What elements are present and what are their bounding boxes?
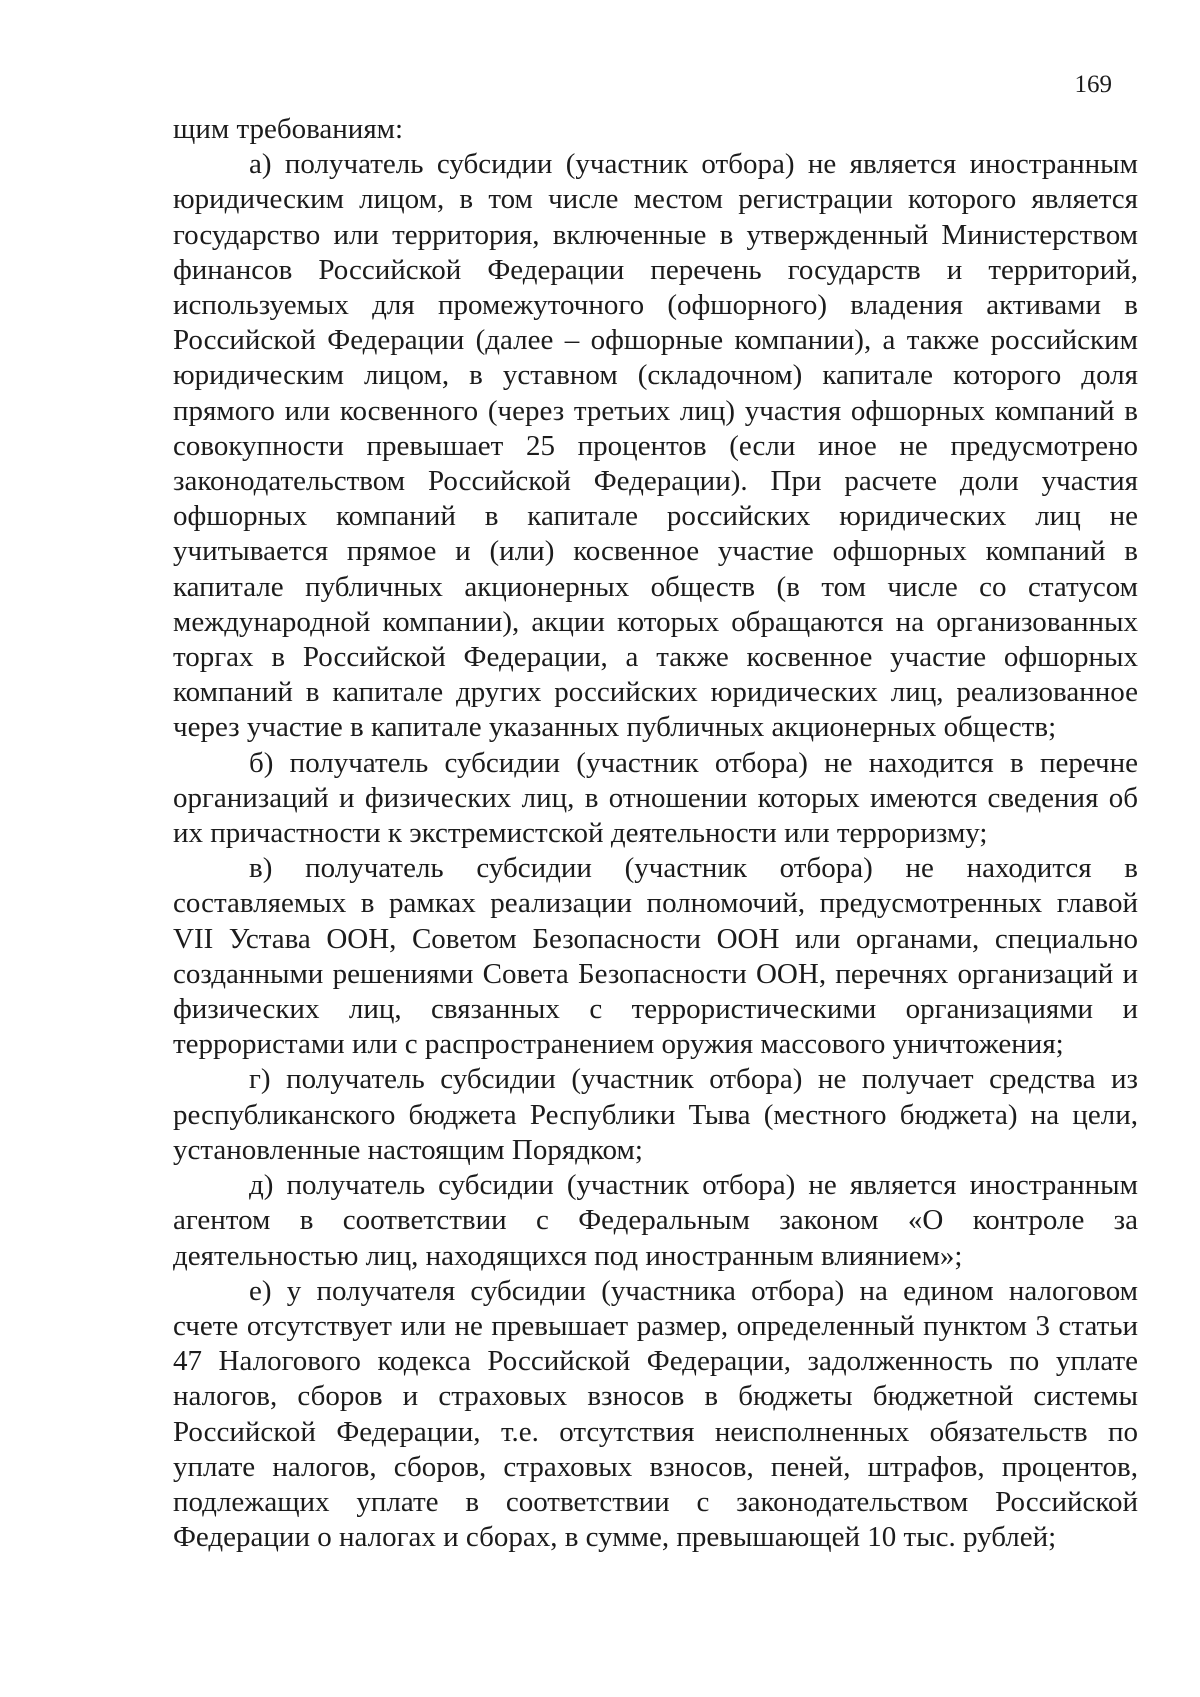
requirement-item-v: в) получатель субсидии (участник отбора) не находится в составляемых в рамках реализации полномочий, предусмотренных главой VII Устава ООН, Советом Безопасности ООН или органами, специально созданными решениями Совета Безопасности ООН, перечнях организаций и физических лиц, связанных с террористическими организациями и террористами или с распространением оружия массового уничтожения; <box>173 852 1138 1061</box>
document-body <box>173 112 1138 1555</box>
lead-fragment: щим требованиям: <box>173 113 404 145</box>
requirement-item-e: е) у получателя субсидии (участника отбора) на едином налоговом счете отсутствует или не превышает размер, определенный пунктом 3 статьи 47 Налогового кодекса Российской Федерации, задолженность по уплате налогов, сборов и страховых взносов в бюджеты бюджетной системы Российской Федерации, т.е. отсутствия неисполненных обязательств по уплате налогов, сборов, страховых взносов, пеней, штрафов, процентов, подлежащих уплате в соответствии с законодательством Российской Федерации о налогах и сборах, в сумме, превышающей 10 тыс. рублей; <box>173 1274 1138 1554</box>
requirement-item-a: а) получатель субсидии (участник отбора) не является иностранным юридическим лицом, в том числе местом регистрации которого является государство или территория, включенные в утвержденный Министерством финансов Российской Федерации перечень государств и территорий, используемых для промежуточного (офшорного) владения активами в Российской Федерации (далее – офшорные компании), а также российским юридическим лицом, в уставном (складочном) капитале которого доля прямого или косвенного (через третьих лиц) участия офшорных компаний в совокупности превышает 25 процентов (если иное не предусмотрено законодательством Российской Федерации). При расчете доли участия офшорных компаний в капитале российских юридических лиц не учитывается прямое и (или) косвенное участие офшорных компаний в капитале публичных акционерных обществ (в том числе со статусом международной компании), акции которых обращаются на организованных торгах в Российской Федерации, а также косвенное участие офшорных компаний в капитале других российских юридических лиц, реализованное через участие в капитале указанных публичных акционерных обществ; <box>173 148 1138 744</box>
requirement-item-b: б) получатель субсидии (участник отбора) не находится в перечне организаций и физических лиц, в отношении которых имеются сведения об их причастности к экстремистской деятельности или терроризму; <box>173 746 1138 850</box>
requirement-item-g: г) получатель субсидии (участник отбора) не получает средства из республиканского бюджета Республики Тыва (местного бюджета) на цели, установленные настоящим Порядком; <box>173 1063 1138 1166</box>
page-number: 169 <box>1074 71 1112 98</box>
requirement-item-d: д) получатель субсидии (участник отбора) не является иностранным агентом в соответствии с Федеральным законом «О контроле за деятельностью лиц, находящихся под иностранным влиянием»; <box>173 1169 1138 1272</box>
